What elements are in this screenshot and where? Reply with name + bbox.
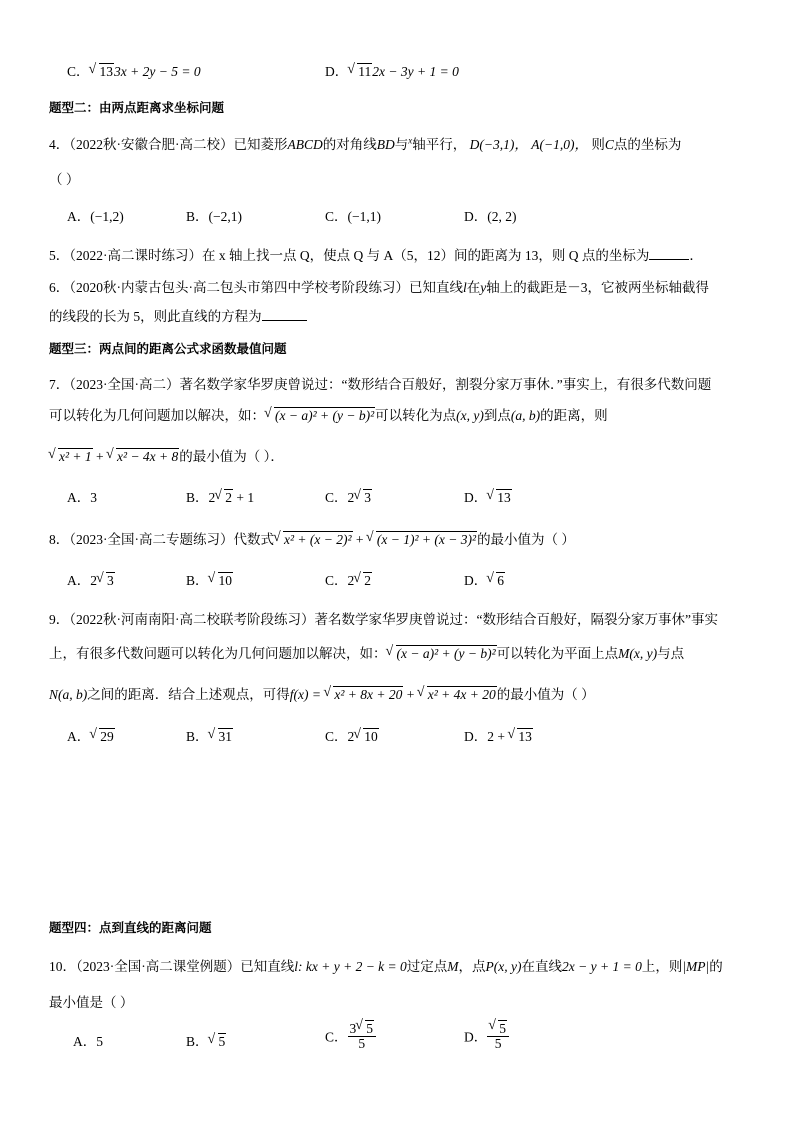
section-heading-3: 题型三：两点间的距离公式求函数最值问题 [49,341,287,356]
question-5: 5．（2022·高二课时练习）在 x 轴上找一点 Q，使点 Q 与 A（5，12）间的距离为 13，则 Q 点的坐标为 ． [49,248,703,263]
section-heading-2: 题型二：由两点距离求坐标问题 [49,100,225,115]
question-10-line-1: 10．（2023·全国·高二课堂例题）已知直线l: kx + y + 2 − k = 0过定点M，点P(x, y)在直线2x − y + 1 = 0上，则|MP|的 [49,959,723,974]
sqrt-expression: √ (x − a)² + (y − b)² [265,407,375,424]
answer-blank[interactable] [262,320,307,321]
q4-option-c[interactable]: C．(−1,1) [325,209,381,224]
question-6-line-1: 6．（2020秋·内蒙古包头·高二包头市第四中学校考阶段练习）已知直线l在y轴上的截距是－3，它被两坐标轴截得 [49,280,710,295]
option-label: C． [67,64,90,79]
question-4-paren: （ ） [49,172,80,187]
equation: 3x + 2y − 5 = 0 [114,64,201,79]
q9-option-d[interactable]: D．2 + √ 13 [464,725,533,745]
question-8-stem: 8．（2023·全国·高二专题练习）代数式√ x² + (x − 2)² + √ (x − 1)² + (x − 3)²的最小值为（ ） [49,528,793,548]
q4-option-d[interactable]: D．(2, 2) [464,209,517,224]
q4-option-b[interactable]: B．(−2,1) [186,209,242,224]
q8-option-d[interactable]: D．√ 6 [464,569,505,589]
q8-option-c[interactable]: C．2√ 2 [325,569,372,589]
q8-option-b[interactable]: B．√ 10 [186,569,233,589]
q10-option-c[interactable]: C． $\frac{3√ 5}{5}$ [325,1020,376,1051]
q4-option-a[interactable]: A．(−1,2) [67,209,124,224]
question-7-line-2: 可以转化为几何问题加以解决，如：√ (x − a)² + (y − b)²可以转化为点(x, y)到点(a, b)的距离，则 [49,404,793,424]
section-heading-4: 题型四：点到直线的距离问题 [49,920,212,935]
fraction: $\frac{3√ 5}{5}$ [348,1020,377,1051]
question-9-line-3: N(a, b)之间的距离．结合上述观点，可得f(x) = √ x² + 8x + 20 + √ x² + 4x + 20的最小值为（ ） [49,683,793,703]
q10-option-b[interactable]: B．√ 5 [186,1030,226,1050]
q3-option-c[interactable] [67,60,201,80]
question-10-line-2: 最小值是（ ） [49,995,134,1010]
q9-option-c[interactable]: C．2√ 10 [325,725,379,745]
answer-blank[interactable] [649,259,689,260]
q7-option-c[interactable]: C．2√ 3 [325,486,372,506]
q10-option-d[interactable]: D． √ $\frac{5}{5}$ [464,1020,509,1051]
q7-option-b[interactable]: B．2√ 2 + 1 [186,486,254,506]
question-6-line-2: 的线段的长为 5，则此直线的方程为 [49,305,793,325]
option-label: D． [325,64,349,79]
fraction: √ $\frac{5}{5}$ [487,1020,509,1051]
q7-option-a[interactable]: A．3 [67,490,97,505]
q8-option-a[interactable]: A．2√ 3 [67,569,115,589]
q10-option-a[interactable]: A．5 [73,1034,103,1049]
equation: 2x − 3y + 1 = 0 [372,64,459,79]
question-7-line-3: √ x² + 1 + √ x² − 4x + 8的最小值为（ ）． [49,445,793,465]
q7-option-d[interactable]: D．√ 13 [464,486,512,506]
sqrt: √ 13 [90,63,115,80]
question-9-line-1: 9．（2022秋·河南南阳·高二校联考阶段练习）著名数学家华罗庚曾说过：“数形结合百般好，隔裂分家万事休”事实 [49,612,718,627]
question-7-line-1: 7．（2023·全国·高二）著名数学家华罗庚曾说过：“数形结合百般好，割裂分家万事休．”事实上，有很多代数问题 [49,377,712,392]
sqrt: √ 11 [348,63,372,80]
q9-option-b[interactable]: B．√ 31 [186,725,233,745]
question-9-line-2: 上，有很多代数问题可以转化为几何问题加以解决，如：√ (x − a)² + (y − b)²可以转化为平面上点M(x, y)与点 [49,642,793,662]
q3-option-d[interactable] [325,60,459,80]
q9-option-a[interactable]: A．√ 29 [67,725,115,745]
question-4-stem: 4．（2022秋·安徽合肥·高二校）已知菱形ABCD的对角线BD与$^x$轴平行， D(−3,1)， A(−1,0)， 则C点的坐标为 [49,135,682,152]
